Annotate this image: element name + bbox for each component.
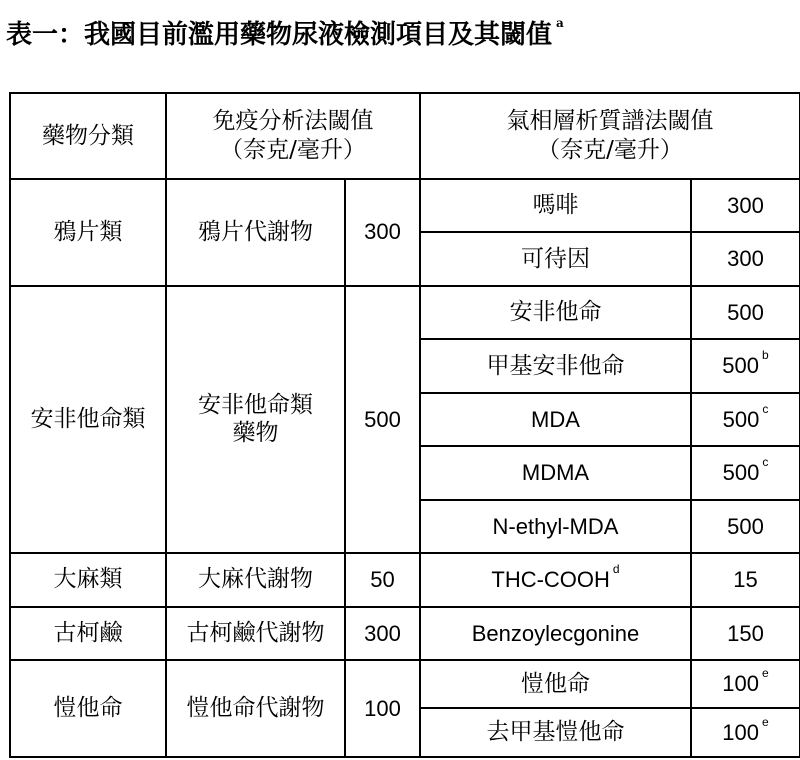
gcms-cutoff-cell (691, 393, 800, 446)
immuno-cutoff-cell: 300 (345, 179, 420, 286)
category-cell: 安非他命類 (10, 286, 166, 553)
category-cell: 大麻類 (10, 553, 166, 606)
table-row (10, 179, 800, 232)
gcms-item-cell: 甲基安非他命 (420, 339, 691, 392)
gcms-item-cell (420, 553, 691, 606)
cutoff-value: 500 (722, 353, 760, 379)
footnote-marker-d: d (612, 562, 620, 577)
footnote-marker-c: c (762, 401, 769, 416)
immuno-item-cell: 愷他命代謝物 (166, 660, 345, 757)
immuno-cutoff-cell: 300 (345, 607, 420, 660)
cutoff-value: 500 (722, 406, 760, 432)
cutoff-value: 100 (722, 671, 760, 697)
footnote-marker-e: e (762, 666, 769, 681)
footnote-marker-e: e (762, 714, 769, 729)
gcms-item-cell: 去甲基愷他命 (420, 708, 691, 757)
footnote-marker-c: c (762, 455, 769, 470)
table-row (10, 286, 800, 339)
footnote-marker-a: a (556, 16, 564, 31)
cutoff-value: 15 (733, 567, 758, 593)
footnote-marker-b: b (762, 348, 769, 363)
header-gcms-unit: （奈克/毫升） (537, 136, 683, 163)
cutoff-value: 300 (727, 246, 764, 272)
category-cell: 古柯鹼 (10, 607, 166, 660)
gcms-item-cell: 愷他命 (420, 660, 691, 708)
header-gcms (420, 93, 800, 179)
gcms-cutoff-cell (691, 660, 800, 708)
immuno-item-cell: 鴉片代謝物 (166, 179, 345, 286)
gcms-item-cell: Benzoylecgonine (420, 607, 691, 660)
immuno-item-line1: 安非他命類 (198, 391, 313, 418)
gcms-cutoff-cell (691, 179, 800, 232)
immuno-item-cell: 大麻代謝物 (166, 553, 345, 606)
drug-cutoff-table (9, 92, 800, 758)
cutoff-value: 100 (722, 719, 760, 745)
table-row (10, 607, 800, 660)
header-category: 藥物分類 (10, 93, 166, 179)
gcms-item-text: THC-COOH (491, 567, 610, 593)
category-cell: 愷他命 (10, 660, 166, 757)
immuno-cutoff-cell: 500 (345, 286, 420, 553)
header-immunoassay-title: 免疫分析法閾值 (212, 108, 374, 135)
table-row (10, 553, 800, 606)
table-title-text: 表一：我國目前濫用藥物尿液檢測項目及其閾值 (6, 20, 553, 50)
gcms-cutoff-cell (691, 286, 800, 339)
immuno-item-line2: 藥物 (232, 420, 279, 447)
gcms-cutoff-cell (691, 607, 800, 660)
gcms-cutoff-cell (691, 553, 800, 606)
cutoff-value: 150 (727, 620, 764, 646)
gcms-item-cell: MDMA (420, 446, 691, 499)
gcms-item-cell: 可待因 (420, 232, 691, 285)
table-title (6, 14, 564, 51)
table-row (10, 660, 800, 708)
gcms-cutoff-cell (691, 339, 800, 392)
header-immunoassay-unit: （奈克/毫升） (220, 136, 366, 163)
immuno-cutoff-cell: 100 (345, 660, 420, 757)
immuno-item-cell (166, 286, 345, 553)
gcms-cutoff-cell (691, 708, 800, 757)
gcms-cutoff-cell (691, 446, 800, 499)
cutoff-value: 300 (727, 192, 764, 218)
immuno-cutoff-cell: 50 (345, 553, 420, 606)
category-cell: 鴉片類 (10, 179, 166, 286)
gcms-cutoff-cell (691, 232, 800, 285)
cutoff-value: 500 (727, 513, 764, 539)
header-gcms-title: 氣相層析質譜法閾值 (506, 108, 714, 135)
gcms-item-cell: N-ethyl-MDA (420, 500, 691, 553)
gcms-item-cell: 安非他命 (420, 286, 691, 339)
gcms-cutoff-cell (691, 500, 800, 553)
header-row (10, 93, 800, 179)
gcms-item-cell: MDA (420, 393, 691, 446)
immuno-item-cell: 古柯鹼代謝物 (166, 607, 345, 660)
header-immunoassay (166, 93, 420, 179)
gcms-item-cell: 嗎啡 (420, 179, 691, 232)
cutoff-value: 500 (722, 460, 760, 486)
cutoff-value: 500 (727, 299, 764, 325)
